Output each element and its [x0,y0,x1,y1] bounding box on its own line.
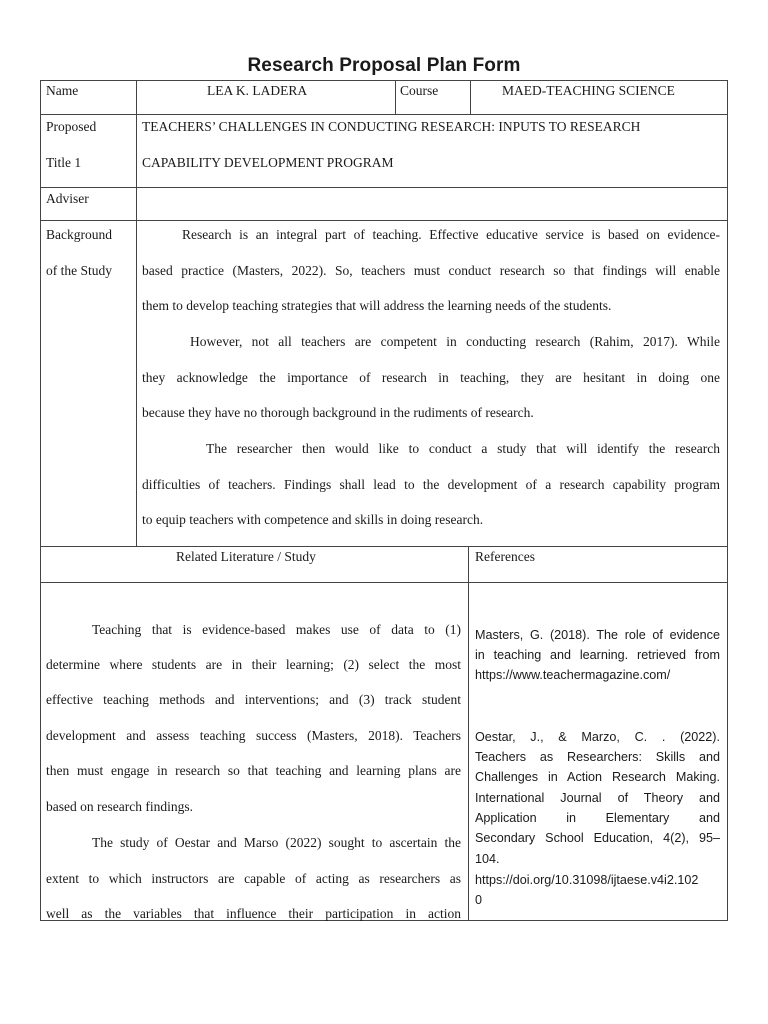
reference-link[interactable]: https://doi.org/10.31098/ijtaese.v4i2.102 [475,873,699,887]
form-title: Research Proposal Plan Form [247,55,521,76]
reference-line: 104. [475,852,500,866]
reference-line: in teaching and learning. retrieved from [475,648,720,662]
reference-line: International Journal of Theory and [475,791,720,805]
background-line: based practice (Masters, 2022). So, teachers must conduct research so that findings will enable [142,263,720,278]
reference-line: Application in Elementary and [475,811,720,825]
adviser-label: Adviser [46,191,89,206]
reference-link[interactable]: https://www.teachermagazine.com/ [475,668,671,682]
proposed-title-value-line-1: TEACHERS’ CHALLENGES IN CONDUCTING RESEARCH: INPUTS TO RESEARCH [142,119,641,134]
name-label: Name [46,83,79,98]
reference-line: Secondary School Education, 4(2), 95– [475,831,720,845]
reference-line: Masters, G. (2018). The role of evidence [475,628,720,642]
name-value: LEA K. LADERA [207,83,308,98]
reference-line: Oestar, J., & Marzo, C. . (2022). [475,730,720,744]
background-label-line-2: of the Study [46,263,112,278]
literature-line: extent to which instructors are capable of acting as researchers as [46,871,461,886]
table-border-top [40,80,728,81]
row-divider-background [40,546,728,547]
row-divider-title [40,187,728,188]
background-label-line-1: Background [46,227,112,242]
literature-line: Teaching that is evidence-based makes use of data to (1) [92,622,461,637]
background-line: them to develop teaching strategies that will address the learning needs of the students. [142,298,612,313]
reference-line: Teachers as Researchers: Skills and [475,750,720,764]
background-line: they acknowledge the importance of research in teaching, they are hesitant in doing one [142,370,720,385]
related-literature-header: Related Literature / Study [176,549,316,564]
literature-line: The study of Oestar and Marso (2022) sought to ascertain the [92,835,461,850]
references-header: References [475,549,535,564]
table-border-left [40,80,41,921]
background-line: difficulties of teachers. Findings shall lead to the development of a research capability program [142,477,720,492]
literature-line: well as the variables that influence their participation in action [46,906,461,921]
literature-column-divider [468,546,469,921]
proposed-title-label-line-2: Title 1 [46,155,82,170]
course-label: Course [400,83,439,98]
course-value: MAED-TEACHING SCIENCE [502,83,675,98]
background-line: However, not all teachers are competent in conducting research (Rahim, 2017). While [190,334,720,349]
reference-line: 0 [475,893,483,907]
row-divider-adviser [40,220,728,221]
literature-line: effective teaching methods and interventions; and (3) track student [46,692,461,707]
background-line: The researcher then would like to conduct a study that will identify the research [206,441,720,456]
background-line: to equip teachers with competence and skills in doing research. [142,512,484,527]
course-label-divider-right [470,80,471,115]
background-line: Research is an integral part of teaching. Effective educative service is based on evidence- [182,227,720,242]
course-label-divider-left [395,80,396,115]
background-line: because they have no thorough background in the rudiments of research. [142,405,534,420]
row-divider-lit-header [40,582,728,583]
proposed-title-value-line-2: CAPABILITY DEVELOPMENT PROGRAM [142,155,394,170]
literature-line: development and assess teaching success (Masters, 2018). Teachers [46,728,461,743]
proposed-title-label-line-1: Proposed [46,119,97,134]
row-divider-name [40,114,728,115]
literature-line: based on research findings. [46,799,193,814]
literature-line: determine where students are in their learning; (2) select the most [46,657,461,672]
label-column-divider [136,80,137,547]
reference-line: Challenges in Action Research Making. [475,770,720,784]
table-border-right [727,80,728,921]
literature-line: then must engage in research so that teaching and learning plans are [46,763,461,778]
